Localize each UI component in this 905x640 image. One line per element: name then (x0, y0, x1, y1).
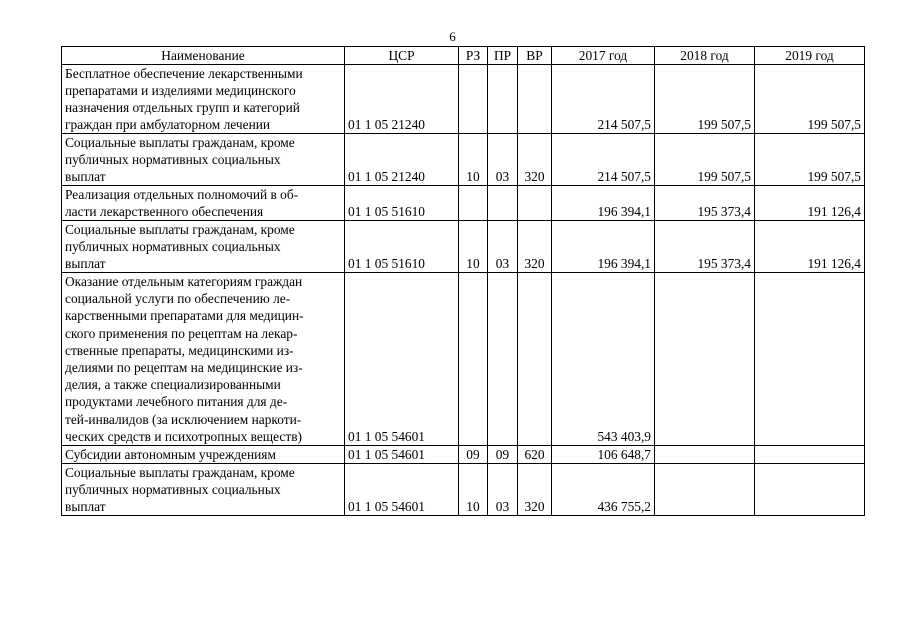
table-row (62, 65, 865, 134)
row-vr-cell (518, 65, 552, 134)
row-name-line: ческих средств и психотропных веществ) (65, 428, 302, 444)
row-csr-cell: 01 1 05 21240 (345, 134, 459, 186)
row-pr-cell: 03 (488, 134, 518, 186)
budget-table (61, 46, 865, 516)
table-row (62, 186, 865, 221)
row-vr-cell: 320 (518, 134, 552, 186)
row-rz-cell: 10 (459, 134, 488, 186)
row-pr-cell (488, 186, 518, 221)
row-vr-cell: 320 (518, 221, 552, 273)
row-name-cell (62, 186, 345, 221)
header-2019: 2019 год (755, 47, 865, 65)
header-2018: 2018 год (655, 47, 755, 65)
row-name-line: Социальные выплаты гражданам, кроме (65, 222, 295, 237)
row-2018-cell: 199 507,5 (655, 65, 755, 134)
row-name-cell (62, 221, 345, 273)
row-pr-cell (488, 273, 518, 446)
row-2018-cell (655, 446, 755, 464)
header-csr: ЦСР (345, 47, 459, 65)
row-rz-cell: 10 (459, 221, 488, 273)
row-csr-cell: 01 1 05 54601 (345, 446, 459, 464)
row-vr-cell (518, 273, 552, 446)
row-name-line: делиями по рецептам на медицинские из- (65, 360, 303, 376)
row-name-line: ласти лекарственного обеспечения (65, 204, 264, 219)
row-2017-cell: 543 403,9 (552, 273, 655, 446)
row-pr-cell: 03 (488, 464, 518, 516)
row-name-line: тей-инвалидов (за исключением наркоти- (65, 411, 302, 427)
row-name-line: выплат (65, 499, 106, 515)
row-2017-cell: 196 394,1 (552, 221, 655, 273)
row-name-line: препаратами и изделиями медицинского (65, 83, 296, 98)
row-name-line: публичных нормативных социальных (65, 482, 281, 498)
row-2019-cell: 199 507,5 (755, 65, 865, 134)
row-2019-cell (755, 273, 865, 446)
row-name-cell (62, 464, 345, 516)
row-2018-cell (655, 273, 755, 446)
header-rz: РЗ (459, 47, 488, 65)
table-row (62, 273, 865, 446)
row-name-line: делия, а также специализированными (65, 377, 281, 393)
row-csr-cell: 01 1 05 54601 (345, 464, 459, 516)
row-name-line: Субсидии автономным учреждениям (65, 447, 276, 463)
row-csr-cell: 01 1 05 51610 (345, 186, 459, 221)
header-2017: 2017 год (552, 47, 655, 65)
row-2017-cell: 214 507,5 (552, 65, 655, 134)
row-2019-cell: 199 507,5 (755, 134, 865, 186)
row-2018-cell: 199 507,5 (655, 134, 755, 186)
row-name-line: выплат (65, 169, 106, 184)
row-name-line: Оказание отдельным категориям граждан (65, 274, 303, 289)
row-2019-cell: 191 126,4 (755, 221, 865, 273)
row-name-line: карственными препаратами для медицин- (65, 308, 304, 324)
header-vr: ВР (518, 47, 552, 65)
row-name-cell (62, 273, 345, 446)
header-name: Наименование (62, 47, 345, 65)
row-2018-cell (655, 464, 755, 516)
row-vr-cell: 320 (518, 464, 552, 516)
row-name-line: публичных нормативных социальных (65, 152, 281, 167)
row-name-line: ского применения по рецептам на лекар- (65, 325, 298, 341)
page-number: 6 (449, 29, 456, 44)
row-rz-cell: 10 (459, 464, 488, 516)
row-rz-cell (459, 186, 488, 221)
row-vr-cell: 620 (518, 446, 552, 464)
row-name-line: продуктами лечебного питания для де- (65, 394, 288, 410)
row-name-line: ственные препараты, медицинскими из- (65, 342, 294, 358)
table-row (62, 134, 865, 186)
row-2017-cell: 196 394,1 (552, 186, 655, 221)
row-name-cell (62, 446, 345, 464)
row-2018-cell: 195 373,4 (655, 186, 755, 221)
row-pr-cell: 03 (488, 221, 518, 273)
row-name-line: Социальные выплаты гражданам, кроме (65, 135, 295, 150)
row-name-line: публичных нормативных социальных (65, 239, 281, 254)
row-2019-cell (755, 446, 865, 464)
row-pr-cell (488, 65, 518, 134)
row-name-cell (62, 134, 345, 186)
row-csr-cell: 01 1 05 54601 (345, 273, 459, 446)
table-body (62, 65, 865, 516)
header-pr: ПР (488, 47, 518, 65)
row-name-line: назначения отдельных групп и категорий (65, 100, 300, 115)
table-row (62, 464, 865, 516)
row-name-line: Реализация отдельных полномочий в об- (65, 187, 299, 202)
row-rz-cell (459, 65, 488, 134)
row-pr-cell: 09 (488, 446, 518, 464)
row-2019-cell: 191 126,4 (755, 186, 865, 221)
row-rz-cell: 09 (459, 446, 488, 464)
table-row (62, 221, 865, 273)
row-2017-cell: 214 507,5 (552, 134, 655, 186)
table-row (62, 446, 865, 464)
row-name-line: Социальные выплаты гражданам, кроме (65, 465, 295, 481)
row-2019-cell (755, 464, 865, 516)
row-vr-cell (518, 186, 552, 221)
row-name-line: выплат (65, 256, 106, 271)
row-2018-cell: 195 373,4 (655, 221, 755, 273)
row-2017-cell: 436 755,2 (552, 464, 655, 516)
row-name-line: социальной услуги по обеспечению ле- (65, 291, 291, 307)
row-2017-cell: 106 648,7 (552, 446, 655, 464)
row-name-cell (62, 65, 345, 134)
table-header-row (62, 47, 865, 65)
row-csr-cell: 01 1 05 51610 (345, 221, 459, 273)
row-csr-cell: 01 1 05 21240 (345, 65, 459, 134)
row-name-line: Бесплатное обеспечение лекарственными (65, 66, 303, 81)
row-rz-cell (459, 273, 488, 446)
row-name-line: граждан при амбулаторном лечении (65, 117, 271, 132)
